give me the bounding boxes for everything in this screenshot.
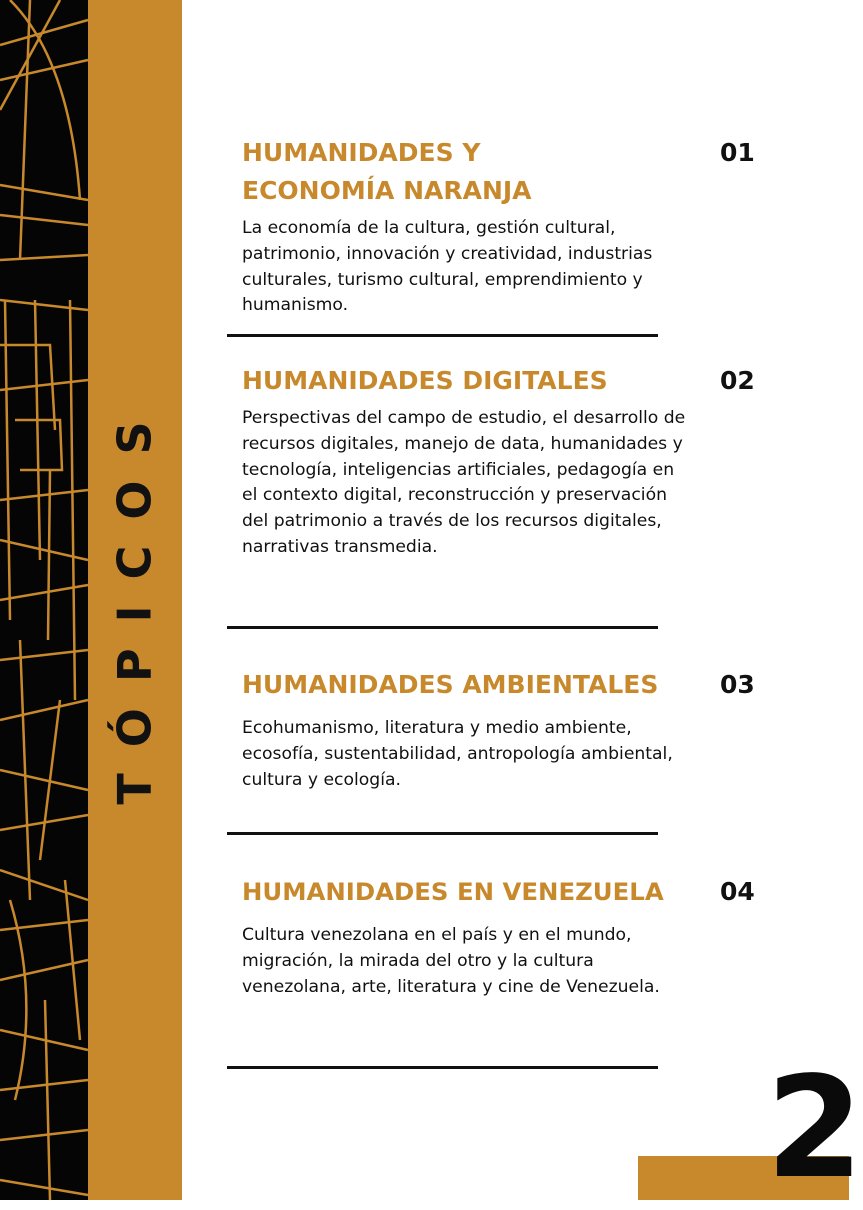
divider: [227, 832, 658, 835]
topic-title: HUMANIDADES EN VENEZUELA: [242, 877, 664, 906]
page-number: 2: [766, 1047, 863, 1210]
topic-description: La economía de la cultura, gestión cultural, patrimonio, innovación y creatividad, industrias culturales, turismo cultural, emprendimiento y humanismo.: [242, 218, 653, 316]
divider: [227, 1066, 658, 1069]
topic-number: 02: [720, 366, 755, 395]
divider: [227, 334, 658, 337]
topic-number: 01: [720, 138, 755, 167]
topic-description: Perspectivas del campo de estudio, el desarrollo de recursos digitales, manejo de data, humanidades y tecnología, inteligencias artificiales, pedagogía en el contexto digital, reconstrucción y preservación del patrimonio a través de los recursos digitales, narrativas transmedia.: [242, 408, 686, 557]
city-map-decoration: [0, 0, 88, 1200]
topic-number: 04: [720, 877, 755, 906]
topic-03: [242, 666, 712, 793]
topic-02: [242, 362, 712, 561]
topic-title: HUMANIDADES AMBIENTALES: [242, 670, 659, 699]
topic-title: HUMANIDADES DIGITALES: [242, 366, 608, 395]
city-map-lines: [0, 0, 88, 1200]
topic-description: Cultura venezolana en el país y en el mundo, migración, la mirada del otro y la cultura venezolana, arte, literatura y cine de Venezuela.: [242, 925, 660, 997]
vertical-title: [88, 380, 182, 820]
topic-title: HUMANIDADES Y ECONOMÍA NARANJA: [242, 138, 532, 205]
divider: [227, 626, 658, 629]
vertical-title-text: TÓPICOS: [108, 395, 162, 805]
topic-01: [242, 134, 712, 319]
topic-04: [242, 873, 712, 1000]
topic-number: 03: [720, 670, 755, 699]
topic-description: Ecohumanismo, literatura y medio ambiente, ecosofía, sustentabilidad, antropología ambiental, cultura y ecología.: [242, 718, 673, 790]
